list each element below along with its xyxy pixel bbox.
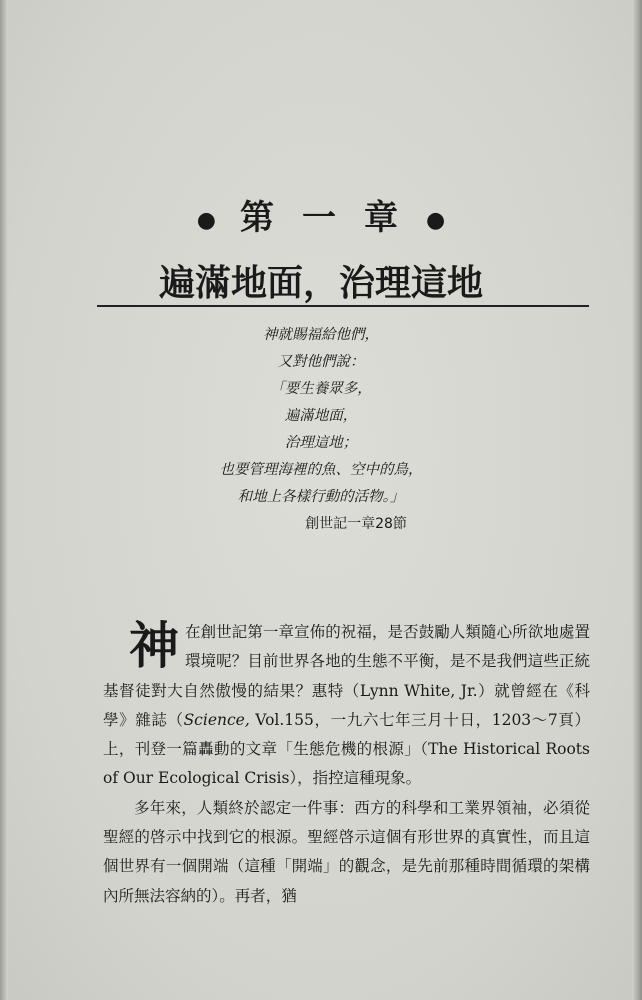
epigraph xyxy=(0,322,642,533)
epigraph-line: 治理這地； xyxy=(284,435,358,451)
title-divider xyxy=(97,305,589,307)
paragraph-1 xyxy=(103,618,590,794)
chapter-heading xyxy=(0,190,642,239)
bullet-left-icon: ● xyxy=(196,207,216,233)
epigraph-line: 又對他們說： xyxy=(277,354,365,370)
paragraph-1-text-b: Vol.155，一九六七年三月十日，1203～7頁）上，刊登一篇轟動的文章「生態危機的根源」（The Historical Roots of Our Ecological Crisis），指控這種現象。 xyxy=(103,710,590,788)
epigraph-source: 創世記一章28節 xyxy=(305,516,407,532)
epigraph-line: 神就賜福給他們， xyxy=(263,327,379,343)
paragraph-2: 多年來，人類終於認定一件事：西方的科學和工業界領袖，必須從聖經的啓示中找到它的根源。聖經啓示這個有形世界的真實性，而且這個世界有一個開端（這種「開端」的觀念，是先前那種時間循環的架構內所無法容納的）。再者，猶 xyxy=(103,798,590,905)
chapter-title: 遍滿地面，治理這地 xyxy=(158,263,483,304)
epigraph-line: 和地上各樣行動的活物。」 xyxy=(237,489,405,505)
epigraph-line: 遍滿地面， xyxy=(284,408,358,424)
journal-name-italic: Science, xyxy=(183,710,250,729)
epigraph-line: 「要生養眾多， xyxy=(270,381,372,397)
paragraph-1-text-a: 在創世記第一章宣佈的祝福，是否鼓勵人類隨心所欲地處置環境呢？目前世界各地的生態不平衡，是不是我們這些正統基督徒對大自然傲慢的結果？惠特（Lynn White, Jr.）就曾經在《科學》雜誌（ xyxy=(103,623,590,729)
body-text xyxy=(103,618,590,911)
chapter-label: 第一章 xyxy=(240,198,426,238)
drop-cap: 神 xyxy=(129,617,179,675)
bullet-right-icon: ● xyxy=(426,207,446,233)
epigraph-line: 也要管理海裡的魚、空中的鳥， xyxy=(219,462,423,478)
